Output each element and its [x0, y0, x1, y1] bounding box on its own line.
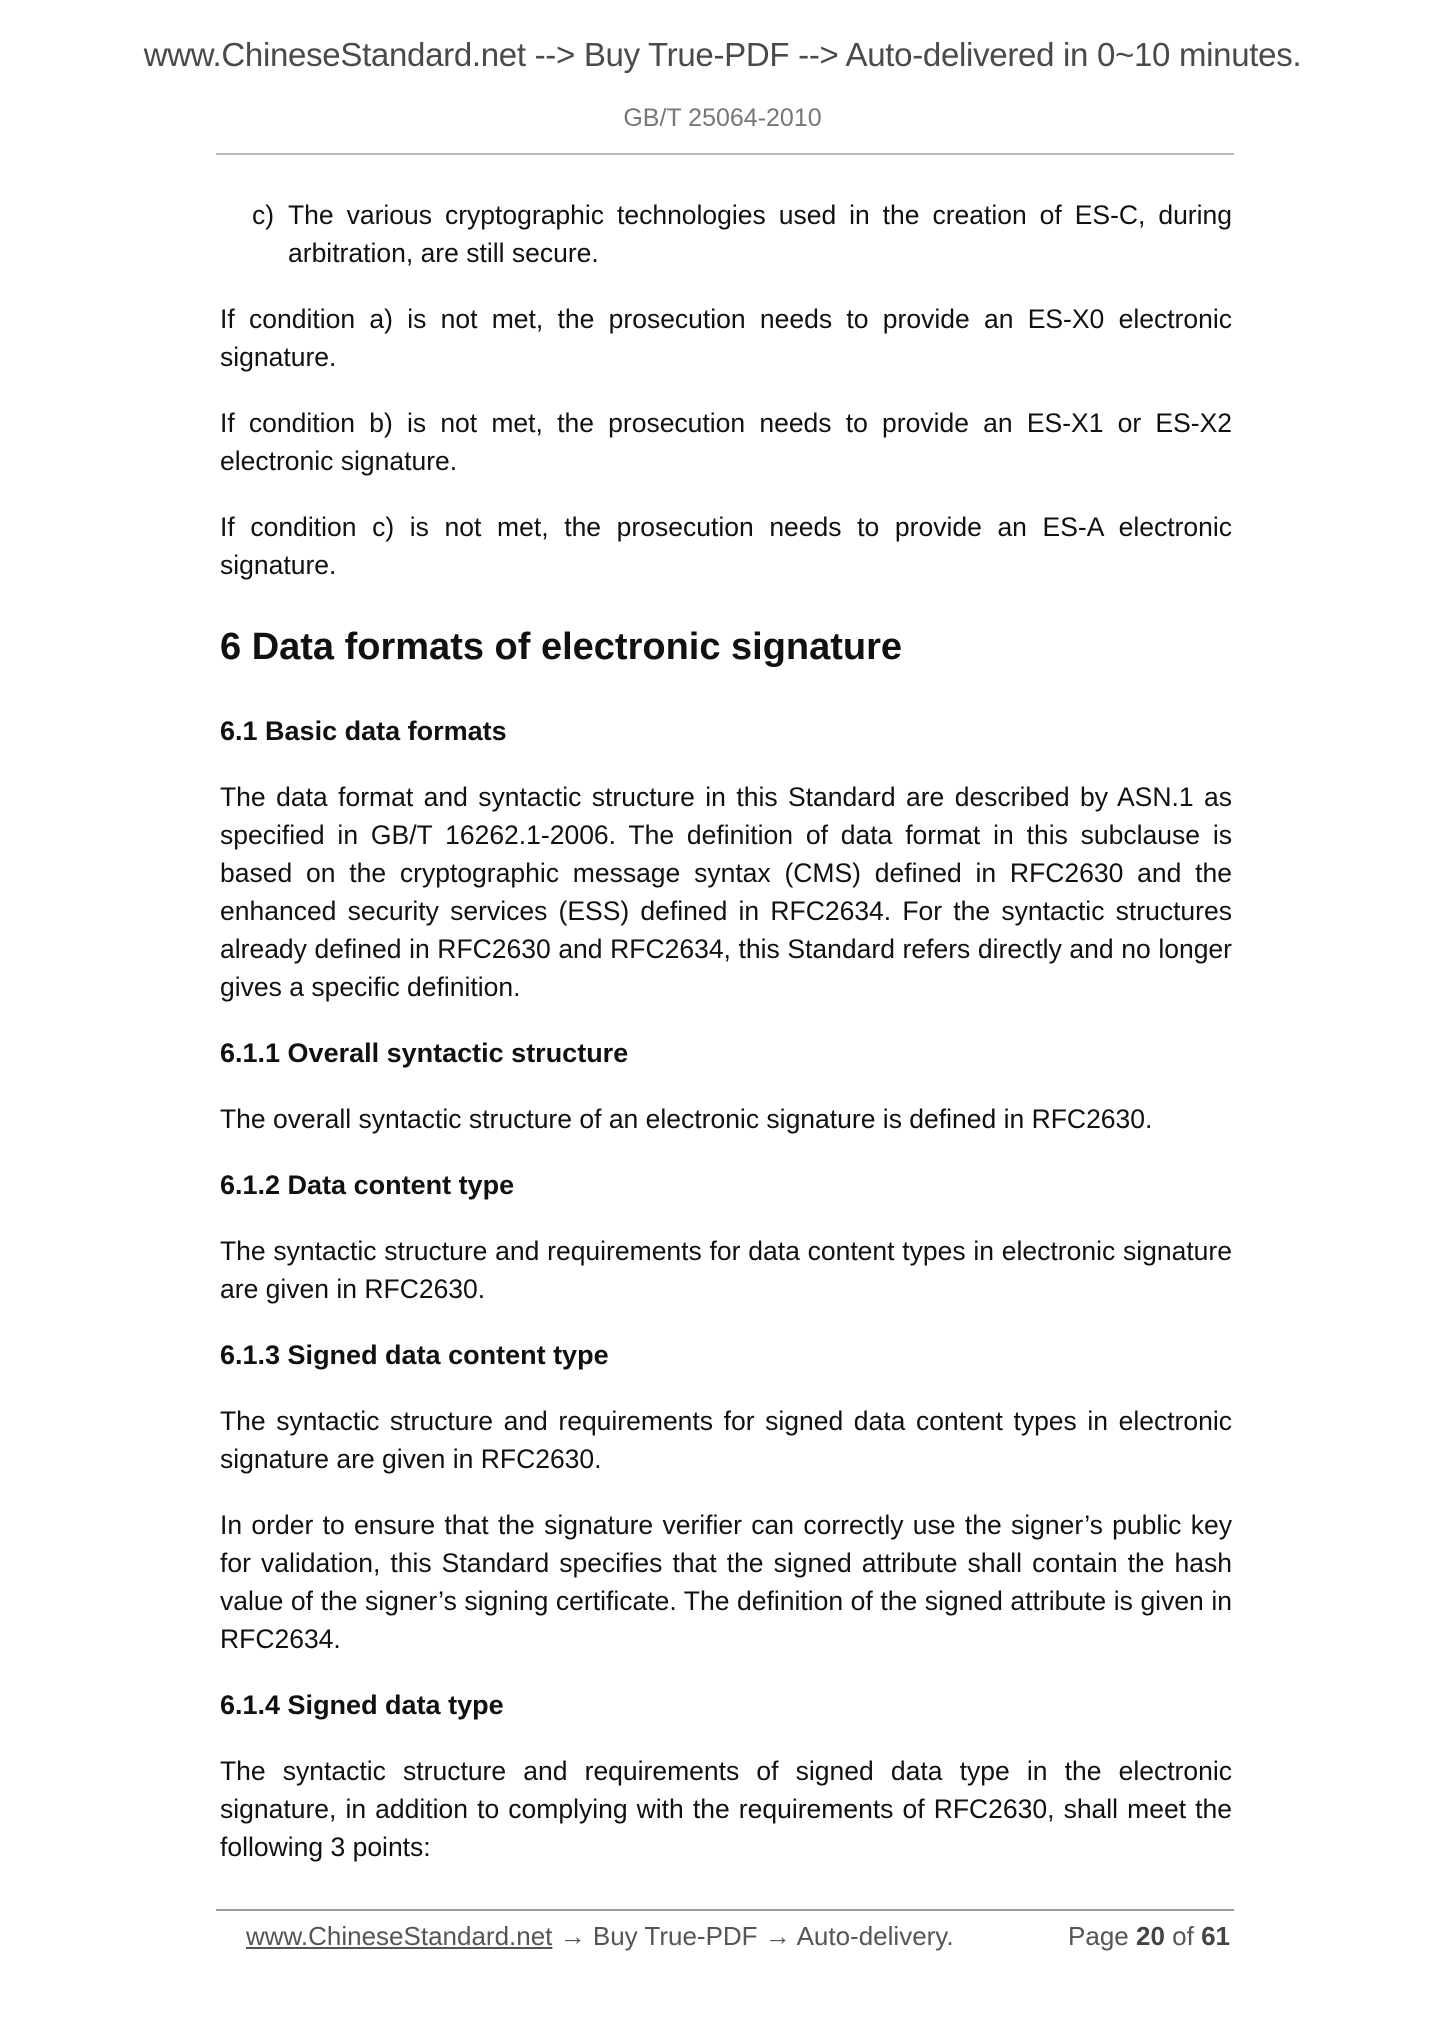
page-total: 61 [1201, 1921, 1230, 1951]
header-divider [216, 153, 1234, 155]
section-6-1-2-text: The syntactic structure and requirements for data content types in electronic signature are given in RFC2630. [220, 1236, 1232, 1304]
section-6-1-4-heading: 6.1.4 Signed data type [220, 1690, 504, 1720]
top-banner: www.ChineseStandard.net --> Buy True-PDF --> Auto-delivered in 0~10 minutes. [143, 36, 1302, 73]
section-6-heading: 6 Data formats of electronic signature [220, 626, 903, 668]
paragraph-condition-a: If condition a) is not met, the prosecution needs to provide an ES-X0 electronic signature. [220, 304, 1232, 372]
document-code: GB/T 25064-2010 [623, 104, 822, 132]
list-item-text: The various cryptographic technologies used in the creation of ES-C, during arbitration, are still secure. [288, 200, 1232, 268]
page-label: Page [1068, 1921, 1129, 1951]
section-6-1-3-text-1: The syntactic structure and requirements for signed data content types in electronic signature are given in RFC2630. [220, 1406, 1232, 1474]
section-6-1-heading: 6.1 Basic data formats [220, 716, 507, 746]
paragraph-condition-c: If condition c) is not met, the prosecution needs to provide an ES-A electronic signature. [220, 512, 1232, 580]
section-6-1-text: The data format and syntactic structure in this Standard are described by ASN.1 as specified in GB/T 16262.1-2006. The definition of data format in this subclause is based on the cryptographic message syntax (CMS) defined in RFC2630 and the enhanced security services (ESS) defined in RFC2634. For the syntactic structures already defined in RFC2630 and RFC2634, this Standard refers directly and no longer gives a specific definition. [220, 782, 1232, 1002]
page-footer [246, 1921, 1230, 1952]
page-indicator [1068, 1921, 1230, 1952]
list-item-c [252, 196, 1232, 272]
section-6-1-3-text-2: In order to ensure that the signature verifier can correctly use the signer’s public key for validation, this Standard specifies that the signed attribute shall contain the hash value of the signer’s signing certificate. The definition of the signed attribute is given in RFC2634. [220, 1510, 1232, 1654]
paragraph-condition-b: If condition b) is not met, the prosecution needs to provide an ES-X1 or ES-X2 electronic signature. [220, 408, 1232, 476]
footer-left [246, 1921, 954, 1952]
section-6-1-2-heading: 6.1.2 Data content type [220, 1170, 515, 1200]
footer-divider [216, 1909, 1234, 1911]
of-label: of [1172, 1921, 1194, 1951]
page-current: 20 [1136, 1921, 1165, 1951]
section-6-1-3-heading: 6.1.3 Signed data content type [220, 1340, 609, 1370]
page-content [220, 196, 1232, 1894]
footer-tagline: → Buy True-PDF → Auto-delivery. [552, 1921, 954, 1951]
section-6-1-1-text: The overall syntactic structure of an electronic signature is defined in RFC2630. [220, 1104, 1153, 1134]
section-6-1-4-text: The syntactic structure and requirements of signed data type in the electronic signature, in addition to complying with the requirements of RFC2630, shall meet the following 3 points: [220, 1756, 1232, 1862]
list-marker: c) [252, 200, 275, 230]
section-6-1-1-heading: 6.1.1 Overall syntactic structure [220, 1038, 629, 1068]
footer-site-link[interactable]: www.ChineseStandard.net [246, 1921, 553, 1951]
